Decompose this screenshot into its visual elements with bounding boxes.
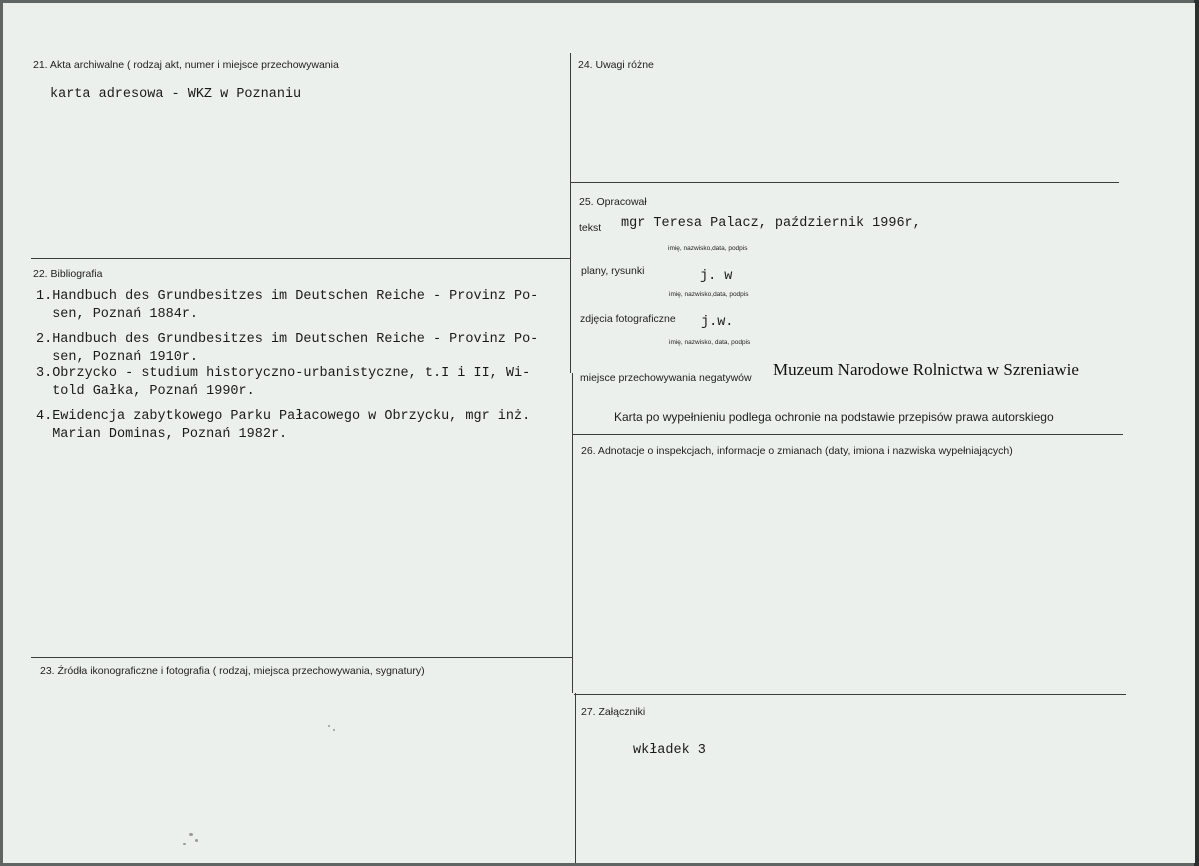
scan-speck [189, 833, 193, 836]
section-27-value: wkładek 3 [633, 743, 706, 758]
zdjecia-label: zdjęcia fotograficzne [580, 313, 676, 325]
scan-speck [333, 729, 335, 731]
section-21-value: karta adresowa - WKZ w Poznaniu [50, 87, 302, 102]
scan-speck [183, 843, 186, 845]
tekst-value: mgr Teresa Palacz, październik 1996r, [621, 216, 921, 231]
section-27-label: 27. Załączniki [581, 706, 646, 718]
scan-speck [328, 725, 330, 727]
negatywy-label: miejsce przechowywania negatywów [580, 372, 752, 384]
negatywy-value: Muzeum Narodowe Rolnictwa w Szreniawie [773, 360, 1079, 379]
bibliography-entry-1: 1.Handbuch des Grundbesitzes im Deutschen Reiche - Provinz Po- sen, Poznań 1884r. [36, 289, 539, 322]
scan-speck [195, 839, 198, 842]
divider-24-25 [571, 182, 1119, 183]
copyright-note: Karta po wypełnieniu podlega ochronie na podstawie przepisów prawa autorskiego [614, 410, 1054, 424]
divider-21-22 [31, 258, 571, 259]
section-22-label: 22. Bibliografia [33, 268, 103, 280]
plany-label: plany, rysunki [581, 265, 645, 277]
bibliography-entry-3: 3.Obrzycko - studium historyczno-urbanistyczne, t.I i II, Wi- told Gałka, Poznań 1990r. [36, 366, 531, 399]
plany-hint: imię, nazwisko,data, podpis [669, 291, 749, 298]
divider-22-23 [31, 657, 573, 658]
tekst-label: tekst [579, 222, 602, 234]
center-divider-bottom [575, 693, 576, 863]
section-24-label: 24. Uwagi różne [578, 59, 654, 71]
center-divider-top [570, 53, 571, 373]
zdjecia-value: j.w. [701, 315, 734, 330]
bibliography-entry-2: 2.Handbuch des Grundbesitzes im Deutschen Reiche - Provinz Po- sen, Poznań 1910r. [36, 332, 539, 365]
divider-26-27 [574, 694, 1126, 695]
zdjecia-hint: imię, nazwisko, data, podpis [669, 339, 751, 346]
center-divider-mid [572, 373, 573, 693]
plany-value: j. w [700, 269, 733, 284]
inventory-card [3, 3, 1195, 863]
bibliography-entry-4: 4.Ewidencja zabytkowego Parku Pałacowego w Obrzycku, mgr inż. Marian Dominas, Poznań 1982r. [36, 409, 531, 442]
section-25-label: 25. Opracował [579, 196, 647, 208]
divider-25-26 [573, 434, 1123, 435]
section-23-label: 23. Źródła ikonograficzne i fotografia ( rodzaj, miejsca przechowywania, sygnatury) [40, 665, 425, 677]
section-21-label: 21. Akta archiwalne ( rodzaj akt, numer i miejsce przechowywania [33, 59, 339, 71]
section-26-label: 26. Adnotacje o inspekcjach, informacje o zmianach (daty, imiona i nazwiska wypełniających) [581, 445, 1013, 457]
tekst-hint: imię, nazwisko,data, podpis [668, 245, 748, 252]
